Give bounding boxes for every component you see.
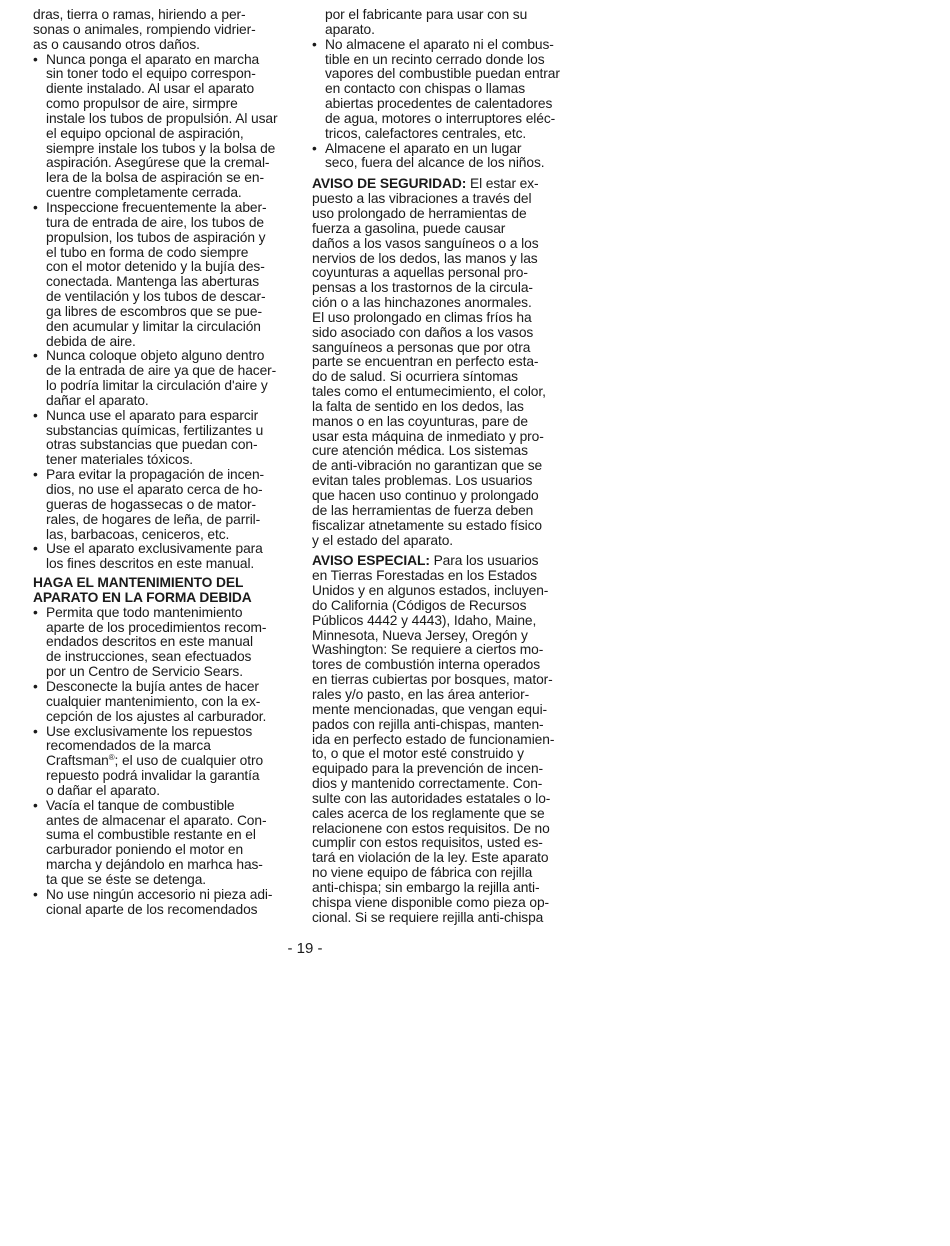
text-line: las, barbacoas, ceniceros, etc. [46,526,230,542]
text-line: tales como el entumecimiento, el color, [312,384,546,400]
bullet-item [33,542,295,572]
text-line: cional aparte de los recomendados [46,901,258,917]
text-line: por un Centro de Servicio Sears. [46,664,243,680]
text-line: coyunturas a aquellas personal pro- [312,265,528,281]
text-line: • Para evitar la propagación de incen- [46,467,265,483]
bullet-item [33,409,295,468]
text-line: dios, no use el aparato cerca de ho- [46,482,263,497]
continued-bullet-text [312,8,574,38]
text-line: anti-chispa; sin embargo la rejilla anti- [312,879,540,895]
craftsman-line [46,754,295,769]
text-line: tará en violación de la ley. Este aparato [312,850,549,866]
text-line: de anti-vibración no garantizan que se [312,458,543,474]
text-line: debida de aire. [46,333,136,349]
text-line: marcha y dejándolo en marhca has- [46,857,263,873]
bullet-item [312,38,574,142]
bullet-item [33,53,295,201]
text-line: tores de combustión interna operados [312,657,541,673]
text-line: antes de almacenar el aparato. Con- [46,812,267,828]
text-line: • Use el aparato exclusivamente para [46,541,263,557]
text-line: rales y/o pasto, en las área anterior- [312,686,530,702]
text-line: vapores del combustible puedan entrar [325,66,560,82]
text-line: cuentre completamente cerrada. [46,185,242,201]
text-line: seco, fuera del alcance de los niños. [325,155,545,171]
bullet-item [33,201,295,349]
text-line: otras substancias que puedan con- [46,437,258,453]
bullet-item [33,725,295,799]
text-line: uso prolongado de herramientas de [312,205,527,221]
text-line: de agua, motores o interruptores eléc- [325,110,556,126]
text-line: HAGA EL MANTENIMIENTO DEL [33,575,244,591]
text-line: conectada. Mantenga las aberturas [46,274,259,290]
text-line: sido asociado con daños a los vasos [312,324,534,340]
special-notice-lead: AVISO ESPECIAL: [312,553,430,569]
special-notice-paragraph [312,554,574,925]
text-line: instale los tubos de propulsión. Al usar [46,110,278,126]
text-line: den acumular y limitar la circulación [46,318,261,334]
text-line: • Desconecte la bujía antes de hacer [46,678,259,694]
text-line: carburador poniendo el motor en [46,842,244,858]
text-line: • Almacene el aparato en un lugar [325,140,522,156]
text-line: tura de entrada de aire, los tubos de [46,214,264,230]
text-line: endados descritos en este manual [46,634,253,650]
text-line: como propulsor de aire, sirmpre [46,96,238,112]
text-line: cional. Si se requiere rejilla anti-chispa [312,909,544,925]
text-line: repuesto podrá invalidar la garantía [46,768,260,784]
bullet-item [33,888,295,918]
text-line: abiertas procedentes de calentadores [325,96,553,112]
text-line: pados con rejilla anti-chispas, manten- [312,716,544,732]
maintenance-bullet-list [33,606,295,918]
craftsman-line-rest: ; el uso de cualquier otro [114,753,264,769]
text-line: equipado para la prevención de incen- [312,761,544,777]
text-line: de instrucciones, sean efectuados [46,649,252,665]
text-line: substancias químicas, fertilizantes u [46,422,264,438]
registered-mark: ® [108,753,115,763]
text-line: cales acerca de los reglamente que se [312,805,545,821]
text-line: ga libres de escombros que se pue- [46,303,262,319]
left-intro-paragraph [33,8,295,53]
text-line: gueras de hogassecas o de mator- [46,496,257,512]
text-line: ida en perfecto estado de funcionamien- [312,731,555,747]
text-line: sonas o animales, rompiendo vidrier- [33,21,256,37]
text-line: cumplir con estos requisitos, usted es- [312,835,543,851]
text-line: • Nunca use el aparato para esparcir [46,407,259,423]
text-line: cure atención médica. Los sistemas [312,443,528,459]
text-line: dras, tierra o ramas, hiriendo a per- [33,7,246,22]
text-line: daños a los vasos sanguíneos o a los [312,235,539,251]
text-line: suma el combustible restante en el [46,827,256,843]
text-line: evitan tales problemas. Los usuarios [312,473,533,489]
text-line: en Tierras Forestadas en los Estados [312,568,537,584]
text-line: lera de la bolsa de aspiración se en- [46,170,264,186]
text-line: • Permita que todo mantenimiento [46,604,243,620]
safety-notice-paragraph [312,177,574,548]
text-line: ción o a las hinchazones anormales. [312,295,532,311]
text-line: aparte de los procedimientos recom- [46,619,267,635]
text-line: • Nunca ponga el aparato en marcha [46,51,260,67]
text-line: que hacen uso continuo y prolongado [312,488,539,503]
text-line: fiscalizar atnetamente su estado físico [312,517,543,533]
text-line: tricos, calefactores centrales, etc. [325,125,527,141]
text-line: dañar el aparato. [46,392,149,408]
bullet-item [33,349,295,408]
special-notice-first-line: Para los usuarios [429,553,539,569]
safety-notice-lead: AVISO DE SEGURIDAD: [312,176,467,192]
text-line: • Nunca coloque objeto alguno dentro [46,348,265,364]
text-line: • No use ningún accesorio ni pieza adi- [46,886,273,902]
text-line: do de salud. Si ocurriera síntomas [312,369,518,385]
text-line: pensas a los trastornos de la circula- [312,280,533,296]
text-line: y el estado del aparato. [312,532,454,548]
text-line: to, o que el motor esté construido y [312,746,524,762]
text-line: parte se encuentran en perfecto esta- [312,354,539,370]
maintenance-heading [33,576,295,606]
text-line: la falta de sentido en los dedos, las [312,398,524,414]
text-line: Minnesota, Nueva Jersey, Oregón y [312,627,528,643]
text-line: cepción de los ajustes al carburador. [46,708,267,724]
text-line: el tubo en forma de codo siempre [46,244,249,260]
bullet-item [33,799,295,888]
text-line: El uso prolongado en climas fríos ha [312,309,532,325]
text-line: puesto a las vibraciones a través del [312,191,532,207]
text-line: dios y mantenido correctamente. Con- [312,776,543,792]
text-line: mente mencionadas, que vengan equi- [312,701,548,717]
text-line: aparato. [325,21,375,37]
text-line: tener materiales tóxicos. [46,452,194,468]
text-line: rales, de hogares de leña, de parril- [46,511,261,527]
text-line: en tierras cubiertas por bosques, mator- [312,672,553,688]
bullet-item [33,680,295,725]
text-line: tible en un recinto cerrado donde los [325,51,545,67]
text-line: recomendados de la marca [46,738,211,754]
text-line: relacionene con estos requisitos. De no [312,820,550,836]
text-line: aspiración. Asegúrese que la cremal- [46,155,270,171]
text-line: • Use exclusivamente los repuestos [46,723,253,739]
text-line: • No almacene el aparato ni el combus- [325,36,554,52]
text-line: cualquier mantenimiento, con la ex- [46,693,261,709]
brand-name: Craftsman [46,753,109,769]
text-line: o dañar el aparato. [46,782,160,798]
text-line: APARATO EN LA FORMA DEBIDA [33,589,252,605]
left-column [33,8,295,917]
bullet-item [33,606,295,680]
text-line: Públicos 4442 y 4443), Idaho, Maine, [312,612,537,628]
text-line: lo podría limitar la circulación d'aire y [46,378,268,394]
text-line: usar esta máquina de inmediato y pro- [312,428,544,444]
text-line: por el fabricante para usar con su [325,7,528,22]
text-line: Unidos y en algunos estados, incluyen- [312,583,549,599]
text-line: sulte con las autoridades estatales o lo- [312,790,551,806]
text-line: ta que se éste se detenga. [46,871,207,887]
text-line: no viene equipo de fábrica con rejilla [312,865,533,881]
text-line: los fines descritos en este manual. [46,556,255,572]
text-line: chispa viene disponible como pieza op- [312,894,550,910]
text-line: diente instalado. Al usar el aparato [46,81,255,97]
text-line: en contacto con chispas o llamas [325,81,526,97]
safety-notice-first-line: El estar ex- [466,176,539,192]
text-line: do California (Códigos de Recursos [312,597,527,613]
text-line: nervios de los dedos, las manos y las [312,250,538,266]
text-line: con el motor detenido y la bujía des- [46,259,265,275]
bullet-item [312,142,574,172]
text-line: • Inspeccione frecuentemente la aber- [46,199,267,215]
bullet-item [33,468,295,542]
storage-bullet-list [312,38,574,172]
text-line: manos o en las coyunturas, pare de [312,413,528,429]
text-line: • Vacía el tanque de combustible [46,797,235,813]
text-line: fuerza a gasolina, puede causar [312,220,506,236]
safety-bullet-list [33,53,295,573]
text-line: de ventilación y los tubos de descar- [46,289,266,305]
text-line: Washington: Se requiere a ciertos mo- [312,642,544,658]
text-line: de las herramientas de fuerza deben [312,502,534,518]
text-line: el equipo opcional de aspiración, [46,125,244,141]
text-line: de la entrada de aire ya que de hacer- [46,363,277,379]
text-line: propulsion, los tubos de aspiración y [46,229,266,245]
text-line: siempre instale los tubos y la bolsa de [46,140,276,156]
text-line: sanguíneos a personas que por otra [312,339,531,355]
text-line: sin toner todo el equipo correspon- [46,66,256,82]
right-column [312,8,574,925]
page-number: - 19 - [287,940,323,957]
text-line: as o causando otros daños. [33,36,200,52]
